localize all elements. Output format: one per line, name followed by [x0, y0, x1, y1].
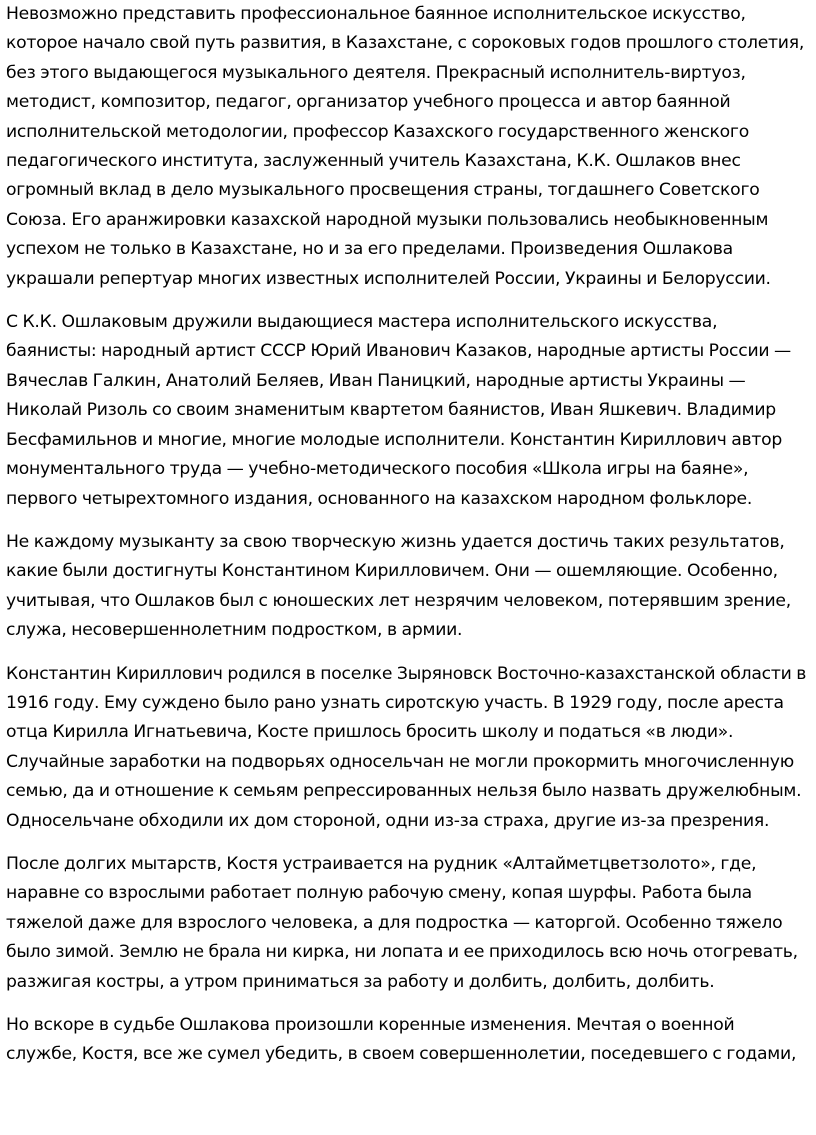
paragraph-1: Невозможно представить профессиональное баянное исполнительское искусство, которое начало свой путь развития, в Казахстане, с сороковых годов прошлого столетия, без этого выдающегося музыкального деятеля. Прекрасный исполнитель-виртуоз, методист, композитор, педагог, организатор учебного процесса и автор баянной исполнительской методологии, профессор Казахского государственного женского педагогического института, заслуженный учитель Казахстана, К.К. Ошлаков внес огромный вклад в дело музыкального просвещения страны, тогдашнего Советского Союза. Его аранжировки казахской народной музыки пользовались необыкновенным успехом не только в Казахстане, но и за его пределами. Произведения Ошлакова украшали репертуар многих известных исполнителей России, Украины и Белоруссии. [6, 4, 805, 289]
paragraph-3: Не каждому музыканту за свою творческую жизнь удается достичь таких результатов, какие были достигнуты Константином Кирилловичем. Они — ошемляющие. Особенно, учитывая, что Ошлаков был с юношеских лет незрячим человеком, потерявшим зрение, служа, несовершеннолетним подростком, в армии. [6, 531, 791, 641]
paragraph-6: Но вскоре в судьбе Ошлакова произошли коренные изменения. Мечтая о военной службе, Костя, все же сумел убедить, в своем совершеннолетии, поседевшего с годами, [6, 1015, 797, 1065]
paragraph-2: С К.К. Ошлаковым дружили выдающиеся мастера исполнительского искусства, баянисты: народный артист СССР Юрий Иванович Казаков, народные артисты России — Вячеслав Галкин, Анатолий Беляев, Иван Паницкий, народные артисты Украины — Николай Ризоль со своим знаменитым квартетом баянистов, Иван Яшкевич. Владимир Бесфамильнов и многие, многие молодые исполнители. Константин Кириллович автор монументального труда — учебно-методического пособия «Школа игры на баяне», первого четырехтомного издания, основанного на казахском народном фольклоре. [6, 312, 791, 509]
paragraph-5: После долгих мытарств, Костя устраивается на рудник «Алтайметцветзолото», где, наравне со взрослыми работает полную рабочую смену, копая шурфы. Работа была тяжелой даже для взрослого человека, а для подростка — каторгой. Особенно тяжело было зимой. Землю не брала ни кирка, ни лопата и ее приходилось всю ночь отогревать, разжигая костры, а утром приниматься за работу и долбить, долбить, долбить. [6, 853, 798, 992]
paragraph-4: Константин Кириллович родился в поселке Зыряновск Восточно-казахстанской области в 1916 году. Ему суждено было рано узнать сиротскую участь. В 1929 году, после ареста отца Кирилла Игнатьевича, Косте пришлось бросить школу и податься «в люди». Случайные заработки на подворьях односельчан не могли прокормить многочисленную семью, да и отношение к семьям репрессированных нельзя было назвать дружелюбным. Односельчане обходили их дом стороной, одни из-за страха, другие из-за презрения. [6, 663, 807, 831]
